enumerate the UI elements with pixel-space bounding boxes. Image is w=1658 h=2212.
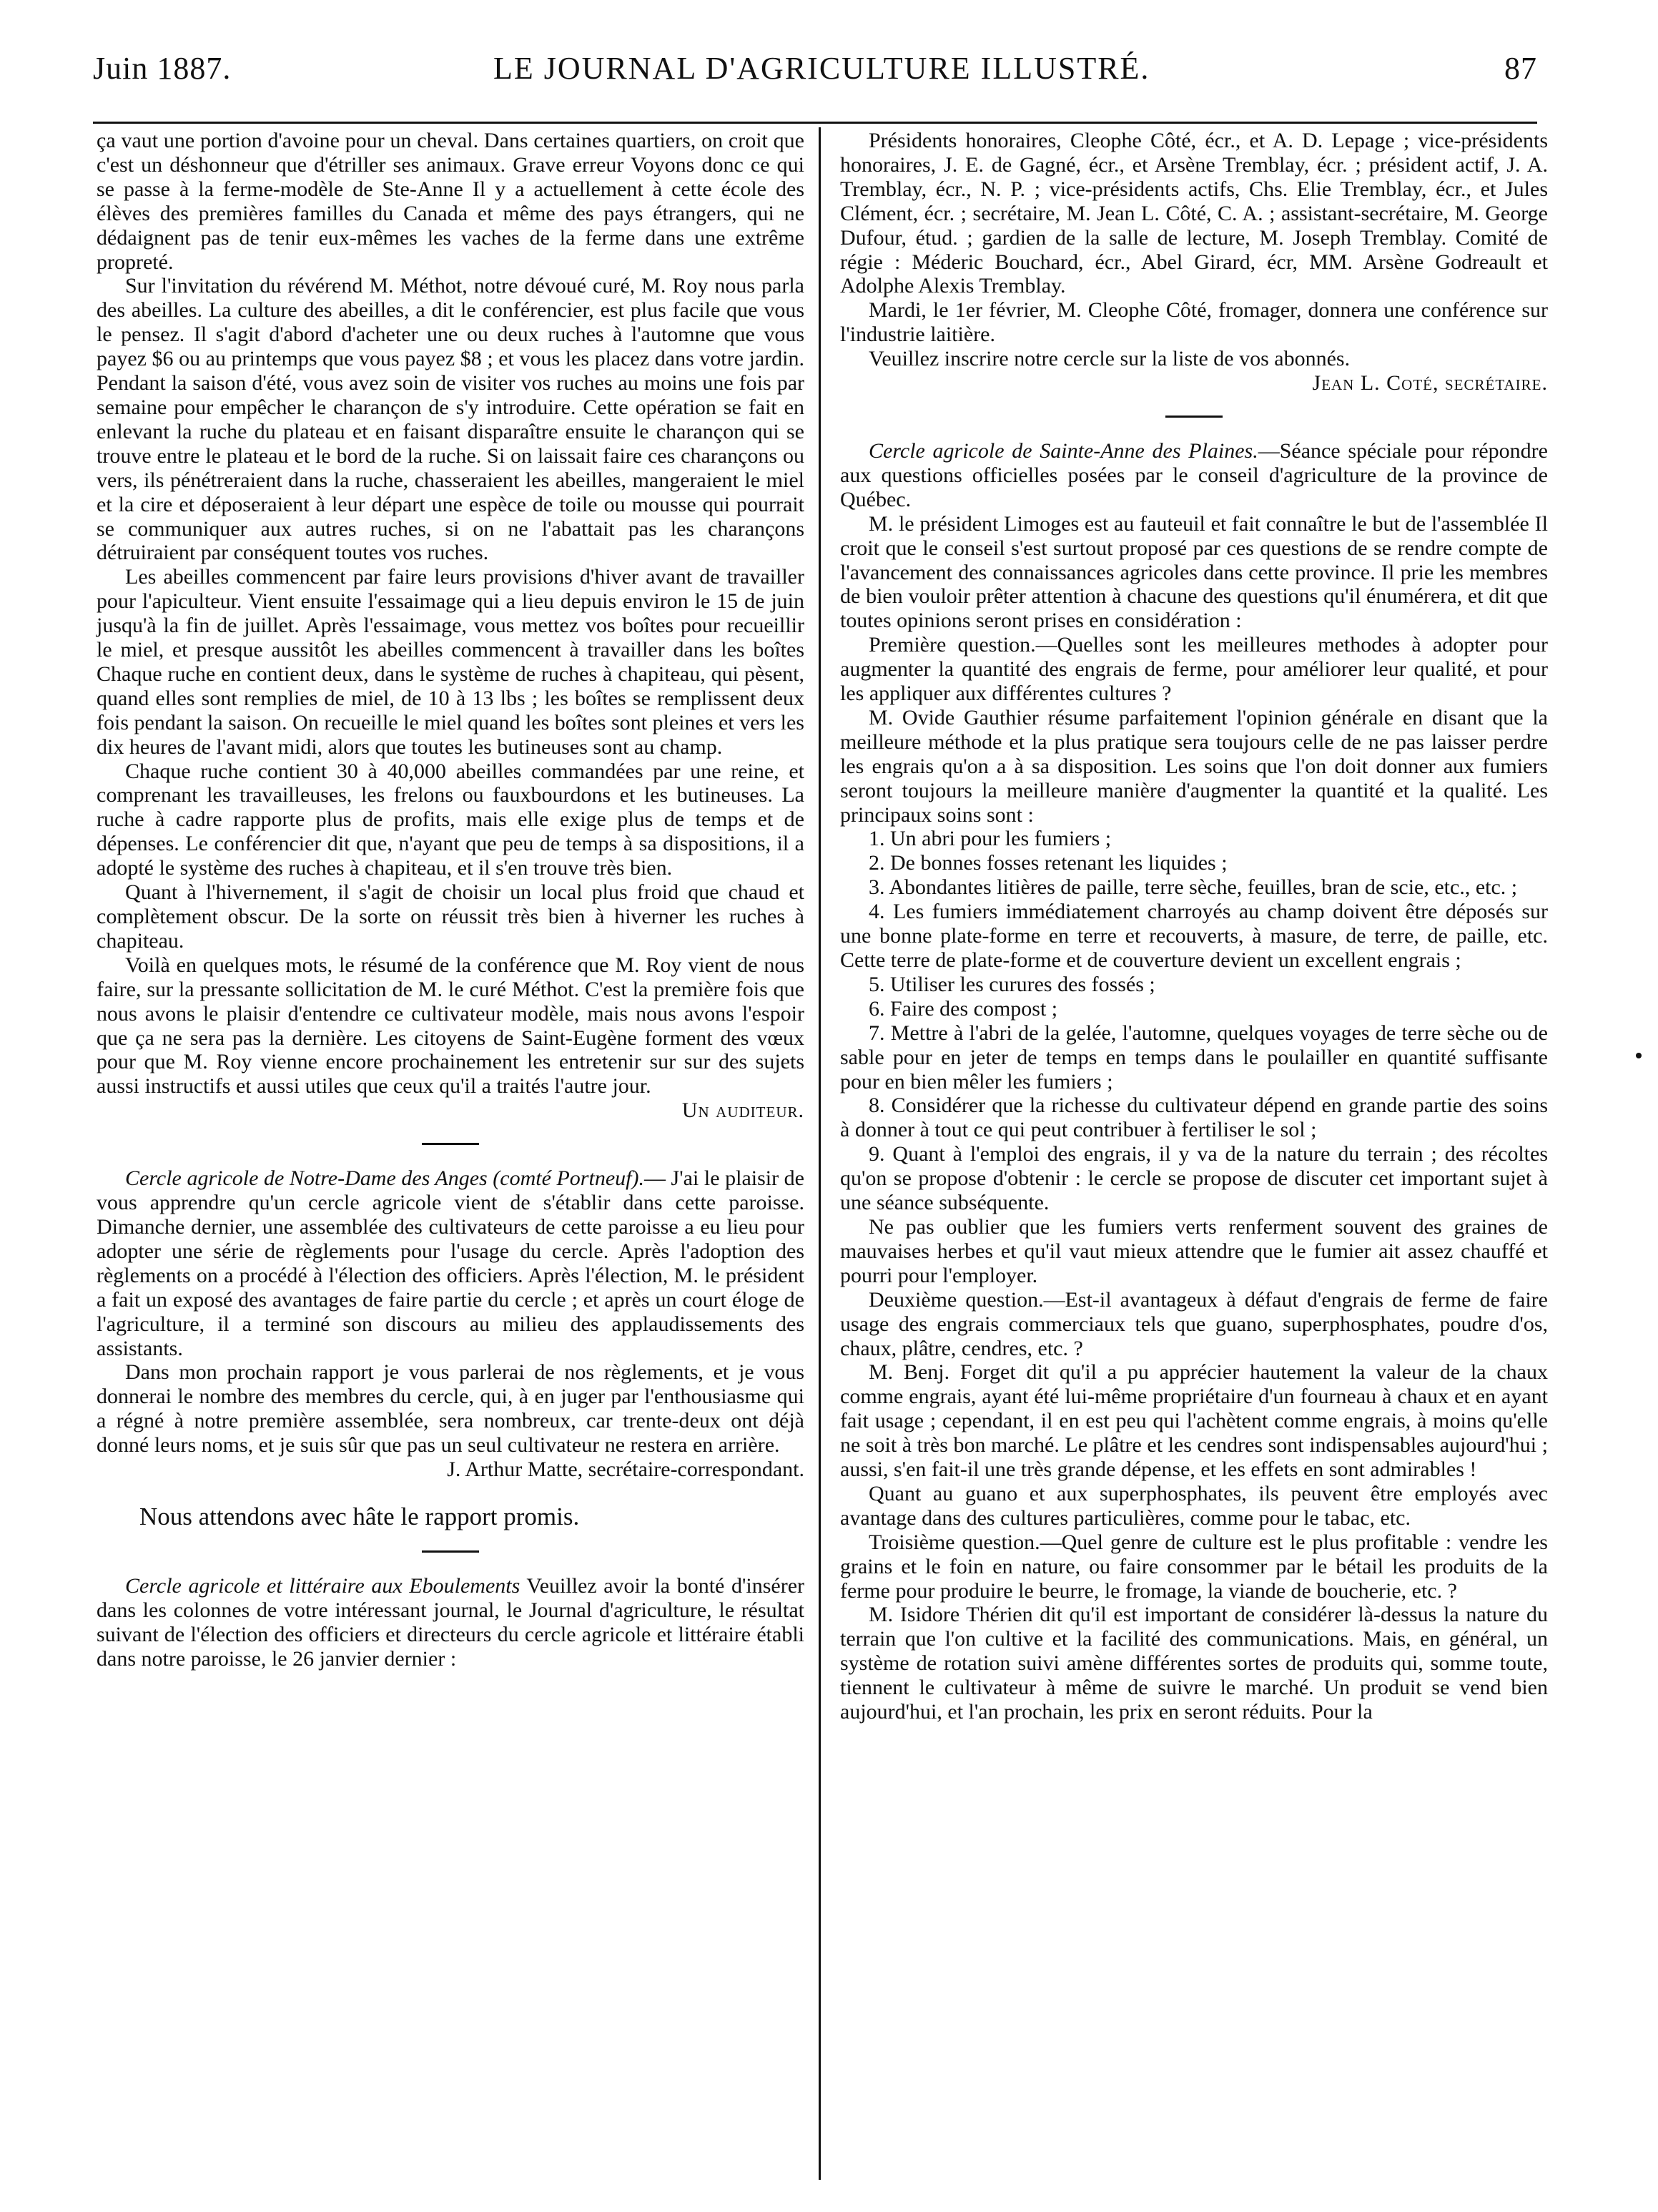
list-item: 8. Considérer que la richesse du cultivateur dépend en grande partie des soins à donner à tout ce qui peut contribuer à fertiliser le sol ;	[840, 1093, 1548, 1142]
paragraph: Quant à l'hivernement, il s'agit de choisir un local plus froid que chaud et complètement obscur. De la sorte on réussit très bien à hiverner les ruches à chapiteau.	[97, 880, 804, 953]
section-paragraph	[840, 439, 1548, 512]
section-title: Cercle agricole de Sainte-Anne des Plaines.	[869, 438, 1258, 463]
signature: Jean L. Coté, secrétaire.	[1312, 371, 1548, 395]
section-separator	[1165, 416, 1223, 418]
list-item: 3. Abondantes litières de paille, terre sèche, feuilles, bran de scie, etc., etc. ;	[869, 875, 1518, 900]
list-item: 2. De bonnes fosses retenant les liquides ;	[869, 851, 1228, 875]
paragraph: M. Benj. Forget dit qu'il a pu apprécier hautement la valeur de la chaux comme engrais, ayant été lui-même propriétaire d'un fourneau à chaux et en ayant fait usage ; cependant, il en est peu qui l'achètent comme engrais, à moins qu'elle ne soit à très bon marché. Le plâtre et les cendres sont indispensables aujourd'hui ; aussi, s'en fait-il une très grande dépense, et les effets en sont admirables !	[840, 1360, 1548, 1482]
section-text: —Séance spéciale pour répondre aux questions officielles posées par le conseil d'agriculture de la province de Québec.	[840, 438, 1548, 511]
list-item: 4. Les fumiers immédiatement charroyés au champ doivent être déposés sur une bonne plate-forme en terre et recouverts, à masure, de terre, de paille, etc. Cette terre de plate-forme et de couverture devient un excellent engrais ;	[840, 900, 1548, 972]
paragraph: Présidents honoraires, Cleophe Côté, écr., et A. D. Lepage ; vice-présidents honoraires, J. E. de Gagné, écr., et Arsène Tremblay, écr. ; président actif, J. A. Tremblay, écr., N. P. ; vice-présidents actifs, Chs. Elie Tremblay, écr., et Jules Clément, écr. ; secrétaire, M. Jean L. Côté, C. A. ; assistant-secrétaire, M. George Dufour, étud. ; gardien de la salle de lecture, M. Joseph Tremblay. Comité de régie : Méderic Bouchard, écr., Abel Girard, écr, MM. Arsène Godreault et Adolphe Alexis Tremblay.	[840, 129, 1548, 298]
paragraph: Les abeilles commencent par faire leurs provisions d'hiver avant de travailler pour l'apiculteur. Vient ensuite l'essaimage qui a lieu depuis environ le 15 de juin jusqu'à la fin de juillet. Après l'essaimage, vous mettez vos boîtes pour recueillir le miel, et presque aussitôt les abeilles commencent à travailler dans les boîtes Chaque ruche en contient deux, dans le système de ruches à chapiteau, qui pèsent, quand elles sont remplies de miel, de 10 à 13 lbs ; les boîtes se remplissent deux fois pendant la saison. On recueille le miel quand les boîtes sont pleines et vers les dix heures de l'avant midi, alors que toutes les butineuses sont au champ.	[97, 565, 804, 759]
running-header	[93, 50, 1537, 100]
care-list	[840, 827, 1548, 1215]
list-item: 7. Mettre à l'abri de la gelée, l'automne, quelques voyages de terre sèche ou de sable pour en jeter de temps en temps dans le poulailler en quantité suffisante pour en bien mêler les fumiers ;	[840, 1021, 1548, 1093]
paragraph: Chaque ruche contient 30 à 40,000 abeilles commandées par une reine, et comprenant les travailleuses, les frelons ou fauxbourdons et les butineuses. La ruche à cadre rapporte plus de profits, mais elle exige plus de temps et de dépenses. Le conférencier dit que, n'ayant que peu de temps à sa dispositions, il a adopté le système des ruches à chapiteau, et il s'en trouve très bien.	[97, 759, 804, 880]
section-text: — J'ai le plaisir de vous apprendre qu'un cercle agricole vient de s'établir dans cette paroisse. Dimanche dernier, une assemblée des cultivateurs de cette paroisse a eu lieu pour adopter une série de règlements pour l'usage du cercle. Après l'adoption des règlements on a procédé à l'élection des officiers. Après l'élection, M. le président a fait un exposé des avantages de faire partie du cercle ; et après un court éloge de l'agriculture, il a terminé son discours au milieu des applaudissements des assistants.	[97, 1166, 804, 1360]
list-item: 5. Utiliser les curures des fossés ;	[869, 972, 1155, 996]
paragraph: ça vaut une portion d'avoine pour un cheval. Dans certaines quartiers, on croit que c'est un déshonneur que d'étriller ses animaux. Grave erreur Voyons donc ce qui se passe à la ferme-modèle de Ste-Anne Il y a actuellement à cette école des élèves des premières familles du Canada et même des pays étrangers, qui ne dédaignent pas de tenir eux-mêmes les vaches de la ferme dans une extrême propreté.	[97, 129, 804, 274]
paragraph: Première question.—Quelles sont les meilleures methodes à adopter pour augmenter la quantité des engrais de ferme, pour améliorer leur qualité, et pour les appliquer aux différentes cultures ?	[840, 633, 1548, 706]
paragraph: Troisième question.—Quel genre de culture est le plus profitable : vendre les grains et le foin en nature, ou faire consommer par le bétail les produits de la ferme pour produire le beurre, le fromage, la viande de boucherie, etc. ?	[840, 1530, 1548, 1603]
paragraph: Quant au guano et aux superphosphates, ils peuvent être employés avec avantage dans des cultures particulières, comme pour le tabac, etc.	[840, 1481, 1548, 1530]
left-column	[97, 129, 804, 1671]
header-rule	[93, 122, 1537, 124]
signature: Un auditeur.	[681, 1098, 804, 1123]
paragraph: Ne pas oublier que les fumiers verts renferment souvent des graines de mauvaises herbes et qu'il vaut mieux attendre que le fumier ait assez chauffé et pourri pour l'employer.	[840, 1214, 1548, 1287]
right-column	[840, 129, 1548, 1724]
section-text: Veuillez avoir la bonté d'insérer dans les colonnes de votre intéressant journal, le Journal d'agriculture, le résultat suivant de l'élection des officiers et directeurs du cercle agricole et littéraire établi dans notre paroisse, le 26 janvier dernier :	[97, 1573, 804, 1671]
signature: J. Arthur Matte, secrétaire-correspondant.	[447, 1458, 804, 1482]
section-separator	[422, 1550, 479, 1553]
editor-note: Nous attendons avec hâte le rapport promis.	[139, 1502, 580, 1530]
section-paragraph	[97, 1166, 804, 1360]
ink-speck	[1636, 1053, 1642, 1058]
paragraph: Mardi, le 1er février, M. Cleophe Côté, fromager, donnera une conférence sur l'industrie laitière.	[840, 298, 1548, 347]
paragraph: M. le président Limoges est au fauteuil et fait connaître le but de l'assemblée Il croit que le conseil s'est surtout proposé par ces questions de se rendre compte de l'avancement des connaissances agricoles dans cette province. Il prie les membres de bien vouloir prêter attention à chacune des questions qu'il énumérera, et dit que toutes opinions seront prises en considération :	[840, 511, 1548, 633]
section-title: Cercle agricole de Notre-Dame des Anges (comté Portneuf).	[125, 1166, 644, 1191]
section-paragraph	[97, 1574, 804, 1671]
column-divider	[819, 127, 821, 2180]
journal-title: LE JOURNAL D'AGRICULTURE ILLUSTRÉ.	[493, 51, 1150, 86]
paragraph: Sur l'invitation du révérend M. Méthot, notre dévoué curé, M. Roy nous parla des abeilles. La culture des abeilles, a dit le conférencier, est plus facile que vous le pensez. Il s'agit d'abord d'acheter une ou deux ruches à l'automne que vous payez $6 ou au printemps que vous payez $8 ; et vous les placez dans votre jardin. Pendant la saison d'été, vous avez soin de visiter vos ruches au moins une fois par semaine pour empêcher le charançon de s'y introduire. Cette opération se fait en enlevant la ruche du plateau et en faisant disparaître ensuite le charançon qui se trouve entre le plateau et le bord de la ruche. Si on laissait faire ces charançons ou vers, ils pénétreraient dans la ruche, chasseraient les abeilles, mangeraient le miel et la cire et déposeraient à leur départ une espèce de toile ou mousse qui pourrait se communiquer aux autres ruches, si on ne l'abattait pas les charançons détruiraient par conséquent toutes vos ruches.	[97, 274, 804, 565]
paragraph: Voilà en quelques mots, le résumé de la conférence que M. Roy vient de nous faire, sur la pressante sollicitation de M. le curé Méthot. C'est la première fois que nous avons le plaisir d'entendre ce cultivateur modèle, mais nous avons l'espoir que ça ne sera pas la dernière. Les citoyens de Saint-Eugène forment des vœux pour que M. Roy vienne encore prochainement les entretenir sur sur des sujets aussi instructifs et aussi utiles que ceux qu'il a traités l'autre jour.	[97, 953, 804, 1098]
section-separator	[422, 1143, 479, 1145]
list-item: 6. Faire des compost ;	[869, 996, 1058, 1021]
paragraph: Veuillez inscrire notre cercle sur la liste de vos abonnés.	[869, 347, 1351, 371]
section-title: Cercle agricole et littéraire aux Eboulements	[125, 1573, 520, 1598]
paragraph: M. Isidore Thérien dit qu'il est important de considérer là-dessus la nature du terrain que l'on cultive et la facilité des communications. Mais, en général, un système de rotation suivi amène différentes sortes de produits qui, somme toute, tiennent le cultivateur à même de suivre le marché. Un produit se vend bien aujourd'hui, et l'an prochain, les prix en seront réduits. Pour la	[840, 1603, 1548, 1724]
list-item: 9. Quant à l'emploi des engrais, il y va de la nature du terrain ; des récoltes qu'on se propose d'obtenir : le cercle se propose de discuter cet important sujet à une séance subséquente.	[840, 1142, 1548, 1215]
paragraph: Deuxième question.—Est-il avantageux à défaut d'engrais de ferme de faire usage des engrais commerciaux tels que guano, superphosphates, poudre d'os, chaux, plâtre, cendres, etc. ?	[840, 1287, 1548, 1360]
list-item: 1. Un abri pour les fumiers ;	[869, 827, 1112, 851]
paragraph: M. Ovide Gauthier résume parfaitement l'opinion générale en disant que la meilleure méthode et la plus pratique sera toujours celle de ne pas laisser perdre les engrais qu'on a à sa disposition. Les soins que l'on doit donner aux fumiers seront toujours la meilleure manière d'augmenter la quantité et la qualité. Les principaux soins sont :	[840, 705, 1548, 827]
header-date: Juin 1887.	[93, 51, 232, 86]
paragraph: Dans mon prochain rapport je vous parlerai de nos règlements, et je vous donnerai le nombre des membres du cercle, qui, à en juger par l'enthousiasme qui a régné à notre première assemblée, sera nombreux, car trente-deux ont déjà donné leurs noms, et je suis sûr que pas un seul cultivateur ne restera en arrière.	[97, 1360, 804, 1458]
page-number: 87	[1504, 51, 1537, 86]
